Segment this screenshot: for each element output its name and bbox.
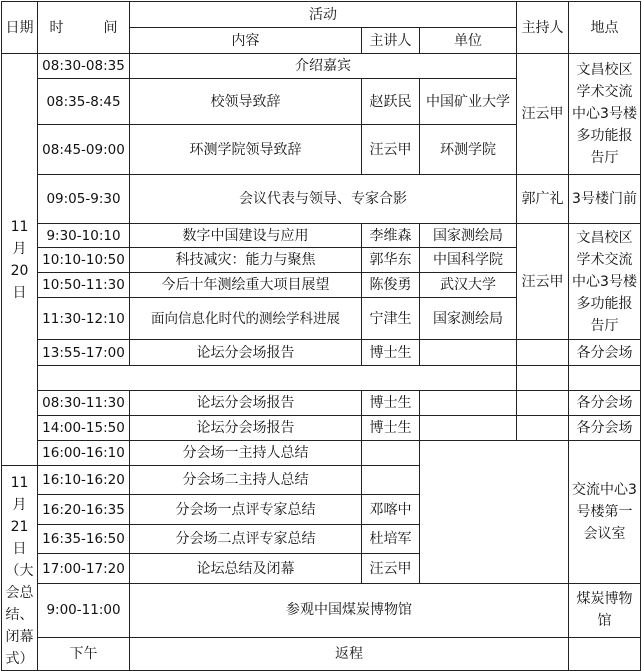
row-unit <box>420 340 517 366</box>
row-time: 16:35-16:50 <box>38 524 130 553</box>
row-content: 校领导致辞 <box>130 79 362 125</box>
row-time: 08:30-08:35 <box>38 54 130 79</box>
day2-date: 11月21日（大会总结、闭幕式） <box>2 466 38 671</box>
day1-host-1: 汪云甲 <box>517 54 569 175</box>
row-time: 16:20-16:35 <box>38 495 130 524</box>
spacer-row <box>2 366 641 391</box>
row-time: 09:05-9:30 <box>38 175 130 224</box>
table-row <box>2 54 641 79</box>
row-content: 论坛分会场报告 <box>130 416 362 441</box>
row-unit: 中国矿业大学 <box>420 79 517 125</box>
row-content: 论坛总结及闭幕 <box>130 554 362 583</box>
header-row-1 <box>2 2 641 28</box>
header-activity: 活动 <box>130 2 517 28</box>
table-row <box>2 340 641 366</box>
row-host <box>517 340 569 366</box>
row-speaker: 赵跃民 <box>362 79 420 125</box>
row-content: 分会场一点评专家总结 <box>130 495 362 524</box>
row-speaker: 汪云甲 <box>362 554 420 583</box>
row-time: 16:00-16:10 <box>38 441 130 466</box>
row-content: 参观中国煤炭博物馆 <box>130 583 569 637</box>
row-content: 会议代表与领导、专家合影 <box>130 175 517 224</box>
row-host <box>517 391 569 416</box>
last-time: 下午 <box>38 638 130 671</box>
last-content: 返程 <box>130 638 569 671</box>
schedule-table <box>1 1 641 671</box>
row-speaker: 李维森 <box>362 224 420 248</box>
row-unit <box>420 416 517 441</box>
day2-location-3: 交流中心3号楼第一会议室 <box>569 441 641 584</box>
header-unit: 单位 <box>420 28 517 54</box>
row-content: 环测学院领导致辞 <box>130 125 362 175</box>
row-speaker: 陈俊勇 <box>362 273 420 298</box>
row-speaker: 汪云甲 <box>362 125 420 175</box>
row-speaker <box>362 441 420 466</box>
row-unit: 国家测绘局 <box>420 298 517 340</box>
row-time: 16:10-16:20 <box>38 466 130 495</box>
row-content: 分会场一主持人总结 <box>130 441 362 466</box>
day1-date: 11月20日 <box>2 54 38 466</box>
row-unit <box>420 391 517 416</box>
row-speaker: 宁津生 <box>362 298 420 340</box>
row-speaker: 郭华东 <box>362 248 420 273</box>
row-unit: 中国科学院 <box>420 248 517 273</box>
row-time: 11:30-12:10 <box>38 298 130 340</box>
table-row <box>2 638 641 671</box>
header-time-b: 间 <box>103 19 118 36</box>
row-content: 论坛分会场报告 <box>130 340 362 366</box>
row-speaker: 博士生 <box>362 340 420 366</box>
day2-blank-block <box>420 441 569 584</box>
row-speaker: 邓喀中 <box>362 495 420 524</box>
row-content: 介绍嘉宾 <box>130 54 517 79</box>
table-row <box>2 391 641 416</box>
day1-location-1: 文昌校区学术交流中心3号楼多功能报告厅 <box>569 54 641 175</box>
row-time: 9:00-11:00 <box>38 583 130 637</box>
row-content: 论坛分会场报告 <box>130 391 362 416</box>
row-speaker: 杜培军 <box>362 524 420 553</box>
row-unit: 武汉大学 <box>420 273 517 298</box>
day1-host-3: 汪云甲 <box>517 224 569 340</box>
table-row <box>2 416 641 441</box>
row-content: 今后十年测绘重大项目展望 <box>130 273 362 298</box>
row-unit: 环测学院 <box>420 125 517 175</box>
row-time: 08:35-8:45 <box>38 79 130 125</box>
row-time: 08:45-09:00 <box>38 125 130 175</box>
header-host: 主持人 <box>517 2 569 54</box>
table-row <box>2 175 641 224</box>
row-time: 17:00-17:20 <box>38 554 130 583</box>
day1-location-3: 文昌校区学术交流中心3号楼多功能报告厅 <box>569 224 641 340</box>
header-speaker: 主讲人 <box>362 28 420 54</box>
row-time: 08:30-11:30 <box>38 391 130 416</box>
day2-location-2: 各分会场 <box>569 416 641 441</box>
row-time: 9:30-10:10 <box>38 224 130 248</box>
header-content: 内容 <box>130 28 362 54</box>
row-time: 10:50-11:30 <box>38 273 130 298</box>
row-content: 分会场二主持人总结 <box>130 466 362 495</box>
row-speaker: 博士生 <box>362 391 420 416</box>
row-host <box>517 416 569 441</box>
spacer-host <box>517 366 569 391</box>
row-time: 14:00-15:50 <box>38 416 130 441</box>
day1-location-4: 各分会场 <box>569 340 641 366</box>
spacer-location <box>569 366 641 391</box>
day1-host-2: 郭广礼 <box>517 175 569 224</box>
table-row <box>2 441 641 466</box>
row-content: 分会场二点评专家总结 <box>130 524 362 553</box>
row-time: 10:10-10:50 <box>38 248 130 273</box>
row-content: 面向信息化时代的测绘学科进展 <box>130 298 362 340</box>
header-date: 日期 <box>2 2 38 54</box>
header-location: 地点 <box>569 2 641 54</box>
day1-location-2: 3号楼门前 <box>569 175 641 224</box>
row-content: 科技减灾：能力与聚焦 <box>130 248 362 273</box>
day2-location-1: 各分会场 <box>569 391 641 416</box>
table-row <box>2 583 641 637</box>
spacer-cell <box>38 366 517 391</box>
last-location <box>569 638 641 671</box>
row-time: 13:55-17:00 <box>38 340 130 366</box>
header-time <box>38 2 130 54</box>
row-content: 数字中国建设与应用 <box>130 224 362 248</box>
header-time-a: 时 <box>49 19 64 36</box>
row-unit: 国家测绘局 <box>420 224 517 248</box>
row-speaker: 博士生 <box>362 416 420 441</box>
row-speaker <box>362 466 420 495</box>
day2-location-4: 煤炭博物馆 <box>569 583 641 637</box>
table-row <box>2 224 641 248</box>
